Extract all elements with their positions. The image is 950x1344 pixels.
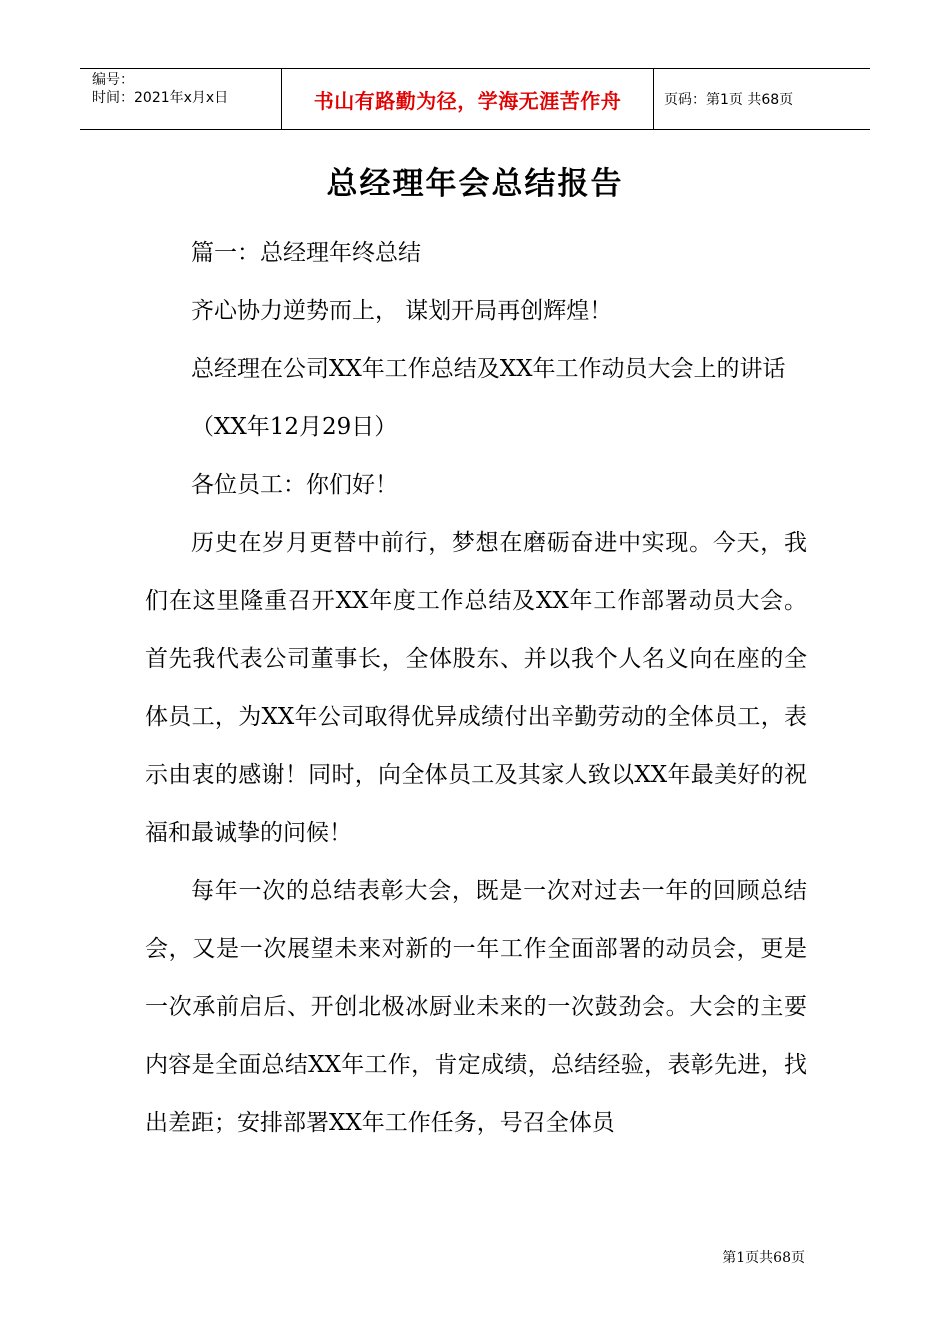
document-header [80,68,870,130]
number-label: 编号： [92,72,134,88]
header-meta [80,69,282,129]
time-label: 时间：2021年x月x日 [92,90,229,106]
paragraph: 历史在岁月更替中前行，梦想在磨砺奋进中实现。今天，我们在这里隆重召开XX年度工作总结及XX年工作部署动员大会。首先我代表公司董事长，全体股东、并以我个人名义向在座的全体员工，为XX年公司取得优异成绩付出辛勤劳动的全体员工，表示由衷的感谢！同时，向全体员工及其家人致以XX年最美好的祝福和最诚挚的问候！ [145,530,807,846]
header-page-info: 页码：第1页 共68页 [664,92,794,108]
paragraph: （XX年12月29日） [191,414,398,440]
document-title: 总经理年会总结报告 [326,166,624,202]
page-footer: 第1页共68页 [722,1250,805,1266]
header-motto: 书山有路勤为径，学海无涯苦作舟 [282,69,654,129]
paragraph: 各位员工：你们好！ [191,472,398,498]
document-body [145,224,807,1152]
paragraph: 总经理在公司XX年工作总结及XX年工作动员大会上的讲话 [191,356,786,382]
paragraph: 齐心协力逆势而上， 谋划开局再创辉煌！ [191,298,613,324]
paragraph: 每年一次的总结表彰大会，既是一次对过去一年的回顾总结会，又是一次展望未来对新的一年工作全面部署的动员会，更是一次承前启后、开创北极冰厨业未来的一次鼓劲会。大会的主要内容是全面总结XX年工作，肯定成绩，总结经验，表彰先进，找出差距；安排部署XX年工作任务，号召全体员 [145,878,807,1136]
paragraph: 篇一：总经理年终总结 [191,240,421,266]
